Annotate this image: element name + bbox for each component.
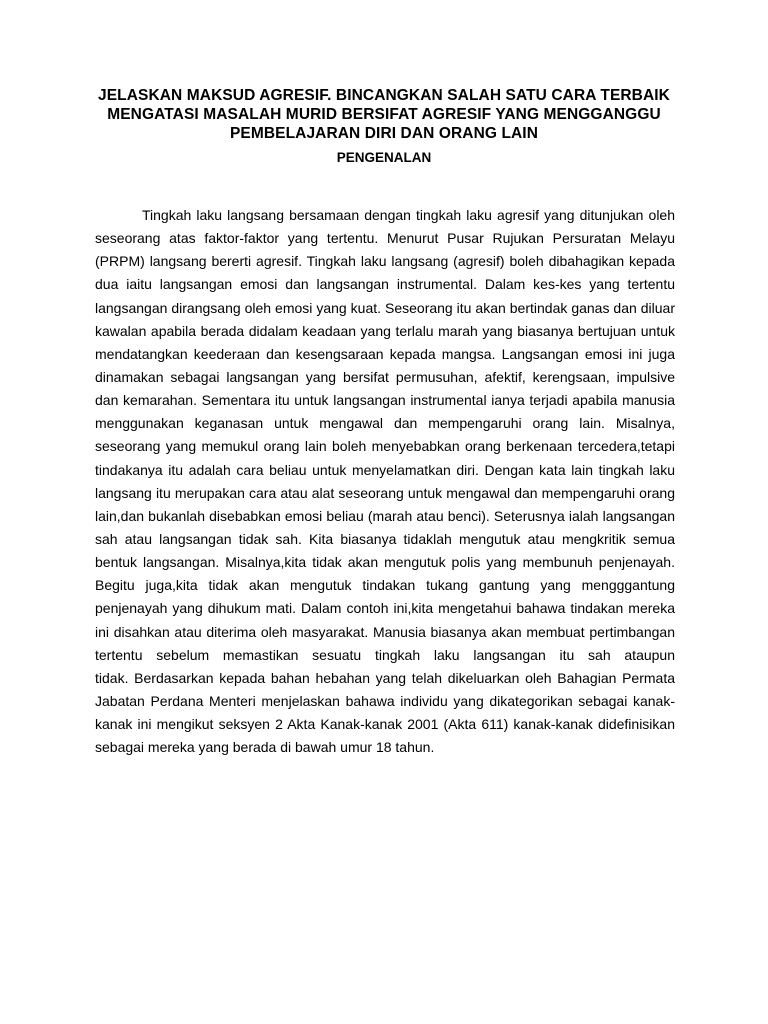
paragraph-line: mendatangkan keederaan dan kesengsaraan kepada mangsa. Langsangan emosi ini juga [95, 345, 675, 362]
paragraph-line: seseorang atas faktor-faktor yang tertentu. Menurut Pusar Rujukan Persuratan Melayu [95, 230, 675, 247]
paragraph-line: ini disahkan atau diterima oleh masyarakat. Manusia biasanya akan membuat pertimbangan [95, 623, 675, 640]
body-paragraph [95, 204, 675, 759]
paragraph-line: kawalan apabila berada didalam keadaan yang terlalu marah yang biasanya bertujuan untuk [95, 322, 675, 339]
title-line: PEMBELAJARAN DIRI DAN ORANG LAIN [229, 125, 539, 142]
title-line: MENGATASI MASALAH MURID BERSIFAT AGRESIF YANG MENGGANGGU [107, 106, 661, 123]
paragraph-line: sah atau langsangan tidak sah. Kita biasanya tidaklah mengutuk atau mengkritik semua [95, 530, 675, 547]
paragraph-line: dinamakan sebagai langsangan yang bersifat permusuhan, afektif, kerengsaan, impulsive [95, 368, 675, 385]
paragraph-line: langsang itu merupakan cara atau alat seseorang untuk mengawal dan mempengaruhi orang [95, 484, 675, 501]
paragraph-line: seseorang yang memukul orang lain boleh menyebabkan orang berkenaan tercedera,tetapi [95, 438, 675, 455]
paragraph-line: tidak. Berdasarkan kepada bahan hebahan yang telah dikeluarkan oleh Bahagian Permata [95, 669, 675, 686]
paragraph-line: tindakanya itu adalah cara beliau untuk menyelamatkan diri. Dengan kata lain tingkah laku [95, 461, 675, 478]
paragraph-line: (PRPM) langsang bererti agresif. Tingkah laku langsang (agresif) boleh dibahagikan kepada [95, 253, 675, 270]
paragraph-line: Begitu juga,kita tidak akan mengutuk tindakan tukang gantung yang mengggantung [95, 577, 675, 594]
title-line: JELASKAN MAKSUD AGRESIF. BINCANGKAN SALAH SATU CARA TERBAIK [98, 87, 670, 104]
paragraph-line: kanak ini mengikut seksyen 2 Akta Kanak-kanak 2001 (Akta 611) kanak-kanak didefinisikan [95, 716, 675, 733]
paragraph-line: langsangan dirangsang oleh emosi yang kuat. Seseorang itu akan bertindak ganas dan diluar [95, 299, 675, 316]
paragraph-line: menggunakan keganasan untuk mengawal dan mempengaruhi orang lain. Misalnya, [95, 415, 675, 432]
paragraph-line: lain,dan bukanlah disebabkan emosi beliau (marah atau benci). Seterusnya ialah langsangan [95, 507, 675, 524]
paragraph-line: Jabatan Perdana Menteri menjelaskan bahawa individu yang dikategorikan sebagai kanak- [95, 692, 675, 709]
paragraph-line: dan kemarahan. Sementara itu untuk langsangan instrumental ianya terjadi apabila manusia [95, 392, 675, 409]
section-heading: PENGENALAN [336, 150, 432, 165]
paragraph-line: Tingkah laku langsang bersamaan dengan tingkah laku agresif yang ditunjukan oleh [142, 207, 675, 223]
paragraph-line: penjenayah yang dihukum mati. Dalam contoh ini,kita mengetahui bahawa tindakan mereka [95, 600, 675, 617]
paragraph-line: dua iaitu langsangan emosi dan langsangan instrumental. Dalam kes-kes yang tertentu [95, 276, 675, 293]
document-title [80, 86, 688, 143]
paragraph-line: sebagai mereka yang berada di bawah umur 18 tahun. [95, 739, 435, 756]
paragraph-line: bentuk langsangan. Misalnya,kita tidak akan mengutuk polis yang membunuh penjenayah. [95, 554, 675, 571]
paragraph-line: tertentu sebelum memastikan sesuatu tingkah laku langsangan itu sah ataupun [95, 646, 675, 663]
